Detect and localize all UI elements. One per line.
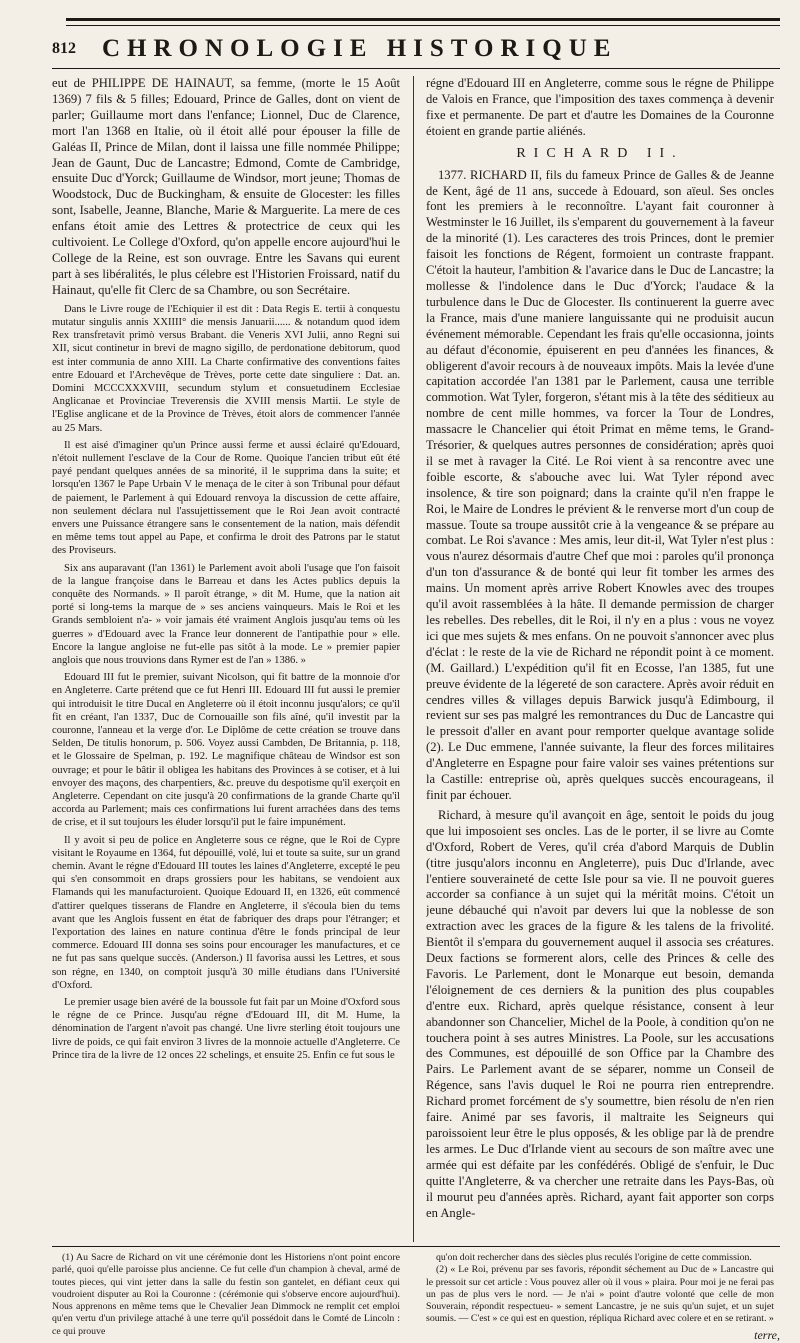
top-rule xyxy=(66,18,780,26)
paragraph-police: Il y avoit si peu de police en Angleterre sous ce régne, que le Roi de Cypre visitant le Royaume en 1364, fut dépouillé, volé, lui et toute sa suite, sur un grand chemin. Avant le régne d'Edouard III toutes les laines d'Angleterre, excepté le peu qui s'en consommoit en draps grossiers pour les habitans, se vendoient aux Flamands qui les manufacturoient. Quoique Edouard II, en 1326, eût commencé d'attirer quelques tisserans de Flandre en Angleterre, il s'écoula bien du tems avant que les Anglois fussent en état de fabriquer des draps pour l'étranger; et l'exportation des laines en nature continua d'être le fonds principal de leur commerce. Edouard III donna ses soins pour encourager les manufactures, et ce ne fut pas sans quelque succès. (Anderson.) Il favorisa aussi les Lettres, et sous son régne, en 1340, on comptoit jusqu'à 30 mille étudians dans l'Université d'Oxford. xyxy=(52,834,400,991)
paragraph-favorites: Richard, à mesure qu'il avançoit en âge, sentoit le poids du joug que lui imposoient ses oncles. Las de le porter, il se livre au Comte d'Oxford, Robert de Veres, qu'il créa d'abord Marquis de Dublin (titre jusqu'alors inconnu en Angleterre), puis Duc d'Irlande, avec l'entiere souveraineté de cette Isle pour sa vie. Il ne pouvoit gueres accorder sa confiance à un sujet qui la méritât moins. C'étoit un jeune débauché qui n'avoit par devers lui que la noblesse de son extraction avec les graces de la figure & les talens de la frivolité. Bientôt il s'empara du gouvernement auquel il associa ses créatures. Deux factions se formerent alors, celle des Princes & celle des Favoris. Le Parlement, dont le Monarque eut besoin, demanda l'éloignement de ces derniers & la punition des plus coupables d'entre eux. Richard, après quelque résistance, consent à leur abandonner son Chancelier, Michel de la Poole, à condition qu'on ne touchera point à ses autres Ministres. La Poole, sur les accusations des Communes, est dépouillé de son Office par la Chambre des Pairs. Le Parlement avant de se séparer, nomme un Conseil de Régence, sans l'avis duquel le Roi ne pourra rien entreprendre. Richard promet forcément de s'y soumettre, bien résolu de n'en rien faire. Animé par ses favoris, il maltraite les Seigneurs qui paroissoient leur être le plus opposés, & les oblige par là de prendre les armes. Le Duc d'Irlande vient au secours de son maître avec une armée qui est défaite par les confédérés. Obligé de s'enfuir, le Duc quitte l'Angleterre, & va chercher une retraite dans les Pays-Bas, où il mourut peu d'années après. Richard, ayant fait apporter son corps en Angle- xyxy=(426,807,774,1220)
footnote-1 xyxy=(52,1252,400,1338)
book-page xyxy=(18,10,780,1342)
footnote-right xyxy=(426,1252,774,1326)
right-column xyxy=(426,76,774,1242)
footnote-rule xyxy=(52,1246,780,1247)
paragraph-richard-accession: 1377. RICHARD II, fils du fameux Prince de Galles & de Jeanne de Kent, âgé de 11 ans, succede à Edouard, son aïeul. Ses oncles font les premiers à le reconnoître. L'ayant fait couronner à Westminster le 16 Juillet, ils s'emparent du gouvernement à la faveur de la minorité (1). Les caracteres des trois Princes, dont le premier faisoit les fonctions de Régent, formoient un contraste frappant. C'étoit la hauteur, l'ambition & l'avarice dans le Duc de Lancastre; la mollesse & l'indolence dans le Duc d'Yorck; l'audace & la turbulence dans le Duc de Glocester. Ils continuerent la guerre avec la France, mais d'une maniere languissante qui ne produisit aucun événement mémorable. Cependant les frais qu'elle occasionna, joints au défaut d'économie, épuiserent en peu d'années les finances, & obligerent d'avoir recours à de nouveaux impôts. Mais la levée d'une capitation accordée l'an 1381 par le Parlement, causa une terrible commotion. Wat Tyler, forgeron, s'étant mis à la tête des séditieux au nombre de cent mille hommes, va forcer la Tour de Londres, massacre le Chancelier qui étoit Primat en même tems, le Grand-Trésorier, & quelques autres personnes de considération; après quoi il se met à ravager la Cité. Le Roi vient à sa rencontre avec une foible escorte, & s'abouche avec lui. Wat Tyler répond avec insolence, & tire son poignard; dans la crainte qu'il n'en frappe le Roi, le Maire de Londres le prévient & le renverse mort d'un coup de massue. Toute sa troupe aussitôt crie à la vengeance & se prépare au combat. Le Roi s'avance : Mes amis, leur dit-il, Wat Tyler n'est plus : vous n'aurez désormais d'autre Chef que moi : paroles qu'il prononça d'un ton d'assurance & de bonté qui leur fit tomber les armes des mains. Un moment après arrive Robert Knowles avec des troupes qu'il avoit rassemblées à la hâte. Il demande permission de charger les rebelles. Des rebelles, dit le Roi, il n'y en a plus : vous ne voyez ici que mes sujets & mes enfans. On ne pouvoit s'annoncer avec plus d'éclat : le reste de la vie de Richard ne répondit point à ce moment. (M. Gaillard.) L'expédition qu'il fit en Ecosse, l'an 1385, fut une preuve évidente de la légereté de son caractere. Après avoir réduit en cendres villes & villages depuis Barwick jusqu'à Edimbourg, il revient sur ses pas malgré les remontrances du Duc de Lancastre qui le pressoit d'aller en avant pour remporter quelque avantage solide (2). Le Duc emmene, l'année suivante, la fleur des forces militaires d'Angleterre en Espagne pour faire valoir ses vaines prétentions sur la Castille: entreprise où, après quelques succès encourageans, il finit par échouer. xyxy=(426,167,774,802)
header-rule xyxy=(52,68,780,69)
paragraph-rome: Il est aisé d'imaginer qu'un Prince aussi ferme et aussi éclairé qu'Edouard, n'étoit nullement l'esclave de la Cour de Rome. Quoique l'ancien tribut eût été payé pendant quelques années de sa minorité, il le supprima dans la suite; et lorsqu'en 1367 le Pape Urbain V le menaça de le citer à son Tribunal pour défaut de paiement, le Parlement à qui Edouard renvoya la discussion de cette affaire, non seulement déclara nul l'assujettissement que le Roi Jean avoit contracté envers une Puissance étrangere sans le consentement de la nation, mais défendit en même tems tout appel au Pape, et confirma le droit des Patrons par le statut des Proviseurs. xyxy=(52,439,400,557)
paragraph-compass: Le premier usage bien avéré de la boussole fut fait par un Moine d'Oxford sous le régne de ce Prince. Jusqu'au régne d'Edouard III, dit M. Hume, la dénomination de l'argent n'avoit pas changé. Une livre sterling étoit toujours une livre de poids, ce qui fait environ 3 livres de la monnoie actuelle d'Angleterre. Ce Prince tira de la livre de 12 onces 22 schelings, et ensuite 25. Enfin ce fut sous le xyxy=(52,997,400,1061)
footnote-1-text: (1) Au Sacre de Richard on vit une cérémonie dont les Historiens n'ont point encore parlé, quoi qu'elle paroisse plus ancienne. Ce fut celle d'un champion à cheval, armé de toutes pieces, qui vint jetter dans la salle du festin son gantelet, en défiant ceux qui voudroient disputer au Roi la Couronne : (cérémonie qui s'observe encore aujourd'hui). Nous apprenons en même tems que le Chevalier Jean Dimmock ne remplit cet emploi qu'en vertu d'un privilege attaché à une terre qu'il possédoit dans le Comté de Lincoln : ce qui prouve xyxy=(52,1252,400,1337)
page-number: 812 xyxy=(52,40,76,57)
column-divider xyxy=(413,76,414,1242)
footnote-1-continuation: qu'on doit rechercher dans des siècles plus reculés l'origine de cette commission. xyxy=(436,1252,752,1263)
page-header xyxy=(52,32,780,66)
paragraph-red-book: Dans le Livre rouge de l'Echiquier il est dit : Data Regis E. tertii à conquestu mutatur singulis annis XXIIII° die mensis Januarii...... & notandum quod idem Rex transfretavit primò versus Brabant. die Veneris XVI Julii, anno Regni sui XII, sicut continetur in brevi de magno sigillo, de perdonatione debitorum, quod est inter communia de anno XIII. La Charte confirmative des conventions faites entre Edouard et l'Archevêque de Trèves, porte cette date singuliere : Dat. an. Domini MCCCXXXVIII, secundum stylum et consuetudinem Ecclesiae Anglicanae et Provinciae Treverensis die XVIII mensis Martii. Le style de l'Eglise anglicane et de la Province de Trèves, étoit alors de commencer l'année au 25 Mars. xyxy=(52,303,400,434)
text-columns xyxy=(52,76,780,1242)
catchword: terre, xyxy=(754,1328,780,1342)
paragraph-gold-coin: Edouard III fut le premier, suivant Nicolson, qui fit battre de la monnoie d'or en Angleterre. Carte prétend que ce fut Henri III. Edouard III fut aussi le premier qui introduisit le titre Ducal en Angleterre où il étoit inconnu jusqu'alors; ce qu'il fit en créant, l'an 1337, Duc de Cornouaille son fils aîné, qu'il investit par la couronne, l'anneau et la verge d'or. Le Diplôme de cette création se trouve dans Selden, De titulis honorum, p. 506. Voyez aussi Cambden, De Britannia, p. 118, et le Glossaire de Spelman, p. 192. Le magnifique château de Windsor est son ouvrage; et pour le bâtir il obligea les habitans des Provinces à se cotiser, et à lui envoyer des maçons, des charpentiers, &c. preuve du despotisme qu'il exerçoit en Angleterre. Cependant on cite jusqu'à 20 confirmations de la grande Charte qu'il accorda au Parlement; mais ces confirmations lui furent arrachées dans des tems de crise, et il sut toujours les éluder lorsqu'il put le faire impunément. xyxy=(52,672,400,829)
paragraph-children: eut de PHILIPPE DE HAINAUT, sa femme, (morte le 15 Août 1369) 7 fils & 5 filles; Edouard, Prince de Galles, dont on vient de parler; Guillaume mort dans l'enfance; Lionnel, Duc de Clarence, mort l'an 1368 en Italie, où il étoit allé pour épouser la fille de Galéas II, Prince de Milan, dont il laissa une fille nommée Philippe; Jean de Gaunt, Duc de Lancastre; Edmond, Comte de Cambridge, ensuite Duc d'Yorck; Guillaume de Windsor, mort jeune; Thomas de Woodstock, Duc de Buckingham, & ensuite de Glocester: les filles sont, Isabelle, Jeanne, Blanche, Marie & Marguerite. La mere de ces enfans étoit amie des Lettres & protectrice de ceux qui les cultivoient. Le College d'Oxford, qu'on appelle encore aujourd'hui le College de la Reine, est son ouvrage. Entre les Savans qui eurent part à ses libéralités, le plus célebre est l'Historien Froissard, natif du Hainaut, qu'elle fit Clerc de sa Chambre, ou son Secrétaire. xyxy=(52,76,400,297)
paragraph-french-language: Six ans auparavant (l'an 1361) le Parlement avoit aboli l'usage que l'on faisoit de la langue françoise dans le Barreau et dans les Actes publics depuis la conquête des Normands. » Il paroît étrange, » dit M. Hume, que la nation ait porté si long-tems la marque de » ses anciens vainqueurs. Mais le Roi et les Grands sembloient n'a- » voir jamais été vraiment Anglois jusqu'au tems où les guerres » d'Edouard avec la France leur donnerent de l'antipathie pour » elle. Encore la langue angloise ne fut-elle pas sitôt à la mode. Le » premier papier anglois que nous trouvions dans Rymer est de l'an » 1386. » xyxy=(52,562,400,666)
running-title: CHRONOLOGIE HISTORIQUE xyxy=(102,35,618,62)
footnotes xyxy=(52,1252,780,1337)
footnote-2-text: (2) « Le Roi, prévenu par ses favoris, répondit séchement au Duc de » Lancastre qui le pressoit sur cet article : Vous pouvez aller où il vous » plaira. Pour moi je ne ferai pas un pas de plus vers le nord. — Je n'ai » point d'autre volonté que celle de mon Souverain, répondit respectueu- » sement Lancastre, je ne suis qu'un sujet, et un sujet soumis. — C'est » ce qui est en question, répliqua Richard avec colere et en se retirant. » xyxy=(426,1264,774,1325)
paragraph-taxes: régne d'Edouard III en Angleterre, comme sous le régne de Philippe de Valois en France, que l'imposition des taxes commença à devenir fixe et permanente. De part et d'autre les Domaines de la Couronne étoient en grande partie aliénés. xyxy=(426,76,774,138)
section-heading-richard-ii: RICHARD II. xyxy=(516,145,684,161)
left-column xyxy=(52,76,400,1242)
